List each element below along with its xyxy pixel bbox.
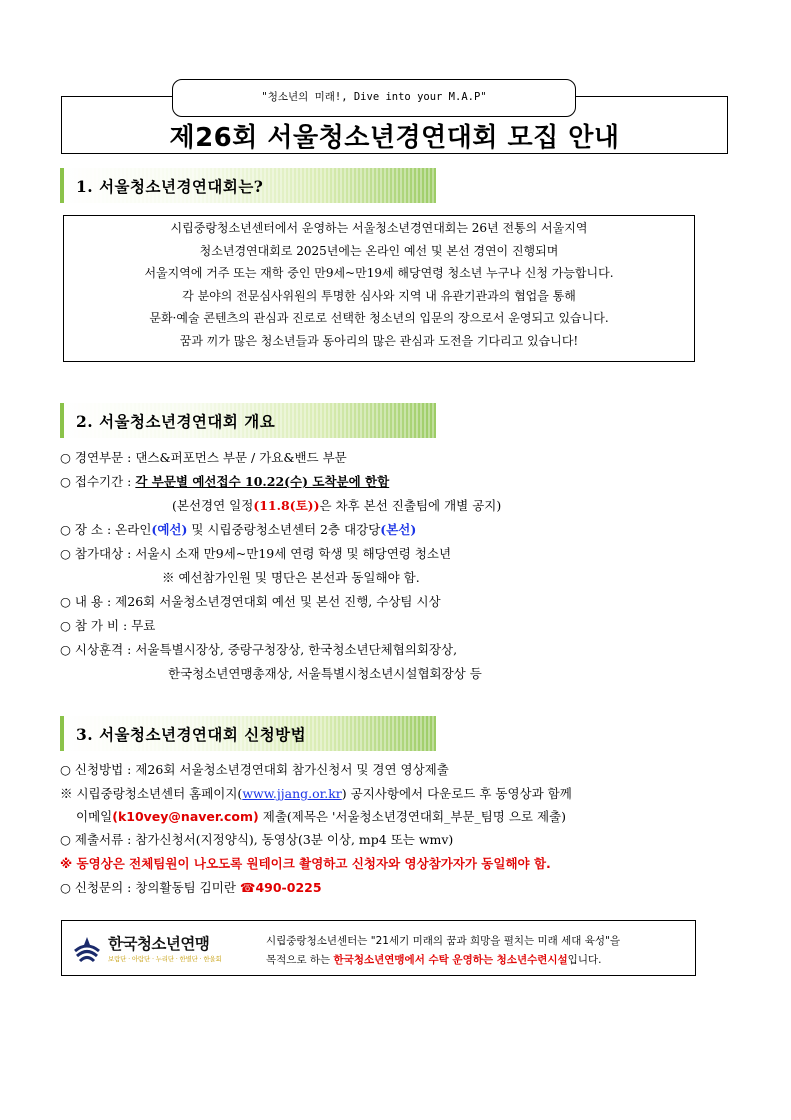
email-address[interactable]: (k10vey@naver.com) (112, 809, 259, 824)
category-label: ○ 경연부문 : (60, 450, 136, 465)
period-row (60, 473, 389, 491)
intro-line: 꿈과 끼가 많은 청소년들과 동아리의 많은 관심과 도전을 기다리고 있습니다! (179, 333, 579, 348)
awards-row (60, 641, 457, 659)
inquiry-row (60, 879, 322, 897)
category-value: 댄스&퍼포먼스 부문 / 가요&밴드 부문 (135, 450, 347, 465)
homepage-link[interactable]: www.jjang.or.kr (242, 786, 342, 801)
method-row: ○ 신청방법 : 제26회 서울청소년경연대회 참가신청서 및 경연 영상제출 (60, 762, 449, 777)
footer-line-2-red: 한국청소년연맹에서 수탁 운영하는 청소년수련시설 (333, 954, 568, 966)
period-note (172, 497, 501, 515)
inquiry-phone: ☎490-0225 (239, 880, 322, 895)
section-3-heading: 3. 서울청소년경연대회 신청방법 (76, 725, 307, 744)
final-date: (11.8(토)) (253, 498, 320, 513)
intro-line: 시립중랑청소년센터에서 운영하는 서울청소년경연대회는 26년 전통의 서울지역 (170, 221, 588, 235)
place-label: ○ 장 소 : (60, 522, 116, 537)
section-1-header (60, 168, 436, 203)
logo-subtitle: 보람단 · 아람단 · 누리단 · 한별단 · 한울회 (108, 955, 222, 963)
inquiry-pre: ○ 신청문의 : 창의활동팀 김미란 (60, 880, 240, 895)
logo-name: 한국청소년연맹 (108, 935, 210, 953)
target-label: ○ 참가대상 : (60, 546, 136, 561)
content-value: 제26회 서울청소년경연대회 예선 및 본선 진행, 수상팀 시상 (115, 594, 441, 609)
footer-box (61, 920, 696, 976)
period-note-pre: (본선경연 일정 (172, 498, 254, 513)
fee-row (60, 617, 155, 635)
section-3-bar (60, 716, 64, 751)
awards-row-2: 한국청소년연맹총재상, 서울특별시청소년시설협회장상 등 (168, 666, 482, 681)
fee-value: 무료 (131, 618, 156, 633)
period-label: ○ 접수기간 : (60, 474, 136, 489)
league-logo-icon (72, 935, 102, 965)
period-note-post: 은 차후 본선 진출팀에 개별 공지) (319, 498, 502, 513)
warning-row: ※ 동영상은 전체팀원이 나오도록 원테이크 촬영하고 신청자와 영상참가자가 동일해야 함. (60, 856, 551, 871)
target-value: 서울시 소재 만9세~만19세 연령 학생 및 해당연령 청소년 (135, 546, 452, 561)
intro-line: 서울지역에 거주 또는 재학 중인 만9세~만19세 해당연령 청소년 누구나 신청 가능합니다. (144, 266, 614, 280)
footer-line-2-pre: 목적으로 하는 (266, 954, 334, 966)
section-2-bar (60, 403, 64, 438)
footer-text (266, 932, 620, 970)
email-row (76, 808, 566, 826)
category-row (60, 449, 347, 467)
content-row (60, 593, 441, 611)
page-title: 제26회 서울청소년경연대회 모집 안내 (169, 123, 620, 153)
intro-box (63, 215, 695, 362)
email-pre: 이메일 (76, 809, 113, 824)
homepage-post: ) 공지사항에서 다운로드 후 동영상과 함께 (341, 786, 572, 801)
documents-row: ○ 제출서류 : 참가신청서(지정양식), 동영상(3분 이상, mp4 또는 wmv) (60, 832, 454, 847)
intro-line: 청소년경연대회로 2025년에는 온라인 예선 및 본선 경연이 진행되며 (199, 243, 559, 258)
homepage-row (60, 785, 572, 803)
intro-line: 각 분야의 전문심사위원의 투명한 심사와 지역 내 유관기관과의 협업을 통해 (182, 288, 576, 303)
email-post: 제출(제목은 '서울청소년경연대회_부문_팀명 으로 제출) (258, 809, 566, 824)
target-note: ※ 예선참가인원 및 명단은 본선과 동일해야 함. (162, 570, 420, 585)
place-row (60, 521, 416, 539)
place-offline: (본선) (380, 522, 417, 537)
homepage-pre: ※ 시립중랑청소년센터 홈페이지( (60, 786, 243, 801)
section-1-bar (60, 168, 64, 203)
section-2-header (60, 403, 436, 438)
content-label: ○ 내 용 : (60, 594, 116, 609)
footer-line-2 (266, 951, 620, 970)
footer-line-2-post: 입니다. (567, 954, 602, 966)
section-3-header (60, 716, 436, 751)
awards-label: ○ 시상훈격 : (60, 642, 136, 657)
slogan: "청소년의 미래!, Dive into your M.A.P" (172, 79, 576, 117)
place-pre: 온라인 (115, 522, 152, 537)
target-row (60, 545, 451, 563)
section-1-heading: 1. 서울청소년경연대회는? (76, 177, 264, 196)
intro-line: 문화·예술 콘텐츠의 관심과 진로로 선택한 청소년의 입문의 장으로서 운영되고 있습니다. (149, 311, 609, 325)
period-value: 각 부문별 예선접수 10.22(수) 도착분에 한함 (135, 474, 390, 489)
section-2-heading: 2. 서울청소년경연대회 개요 (76, 412, 276, 431)
place-mid: 및 시립중랑청소년센터 2층 대강당 (187, 522, 381, 537)
place-online: (예선) (151, 522, 188, 537)
fee-label: ○ 참 가 비 : (60, 618, 132, 633)
awards-value: 서울특별시장상, 중랑구청장상, 한국청소년단체협의회장상, (135, 642, 458, 657)
footer-line-1: 시립중랑청소년센터는 "21세기 미래의 꿈과 희망을 펼치는 미래 세대 육성"을 (266, 935, 621, 947)
